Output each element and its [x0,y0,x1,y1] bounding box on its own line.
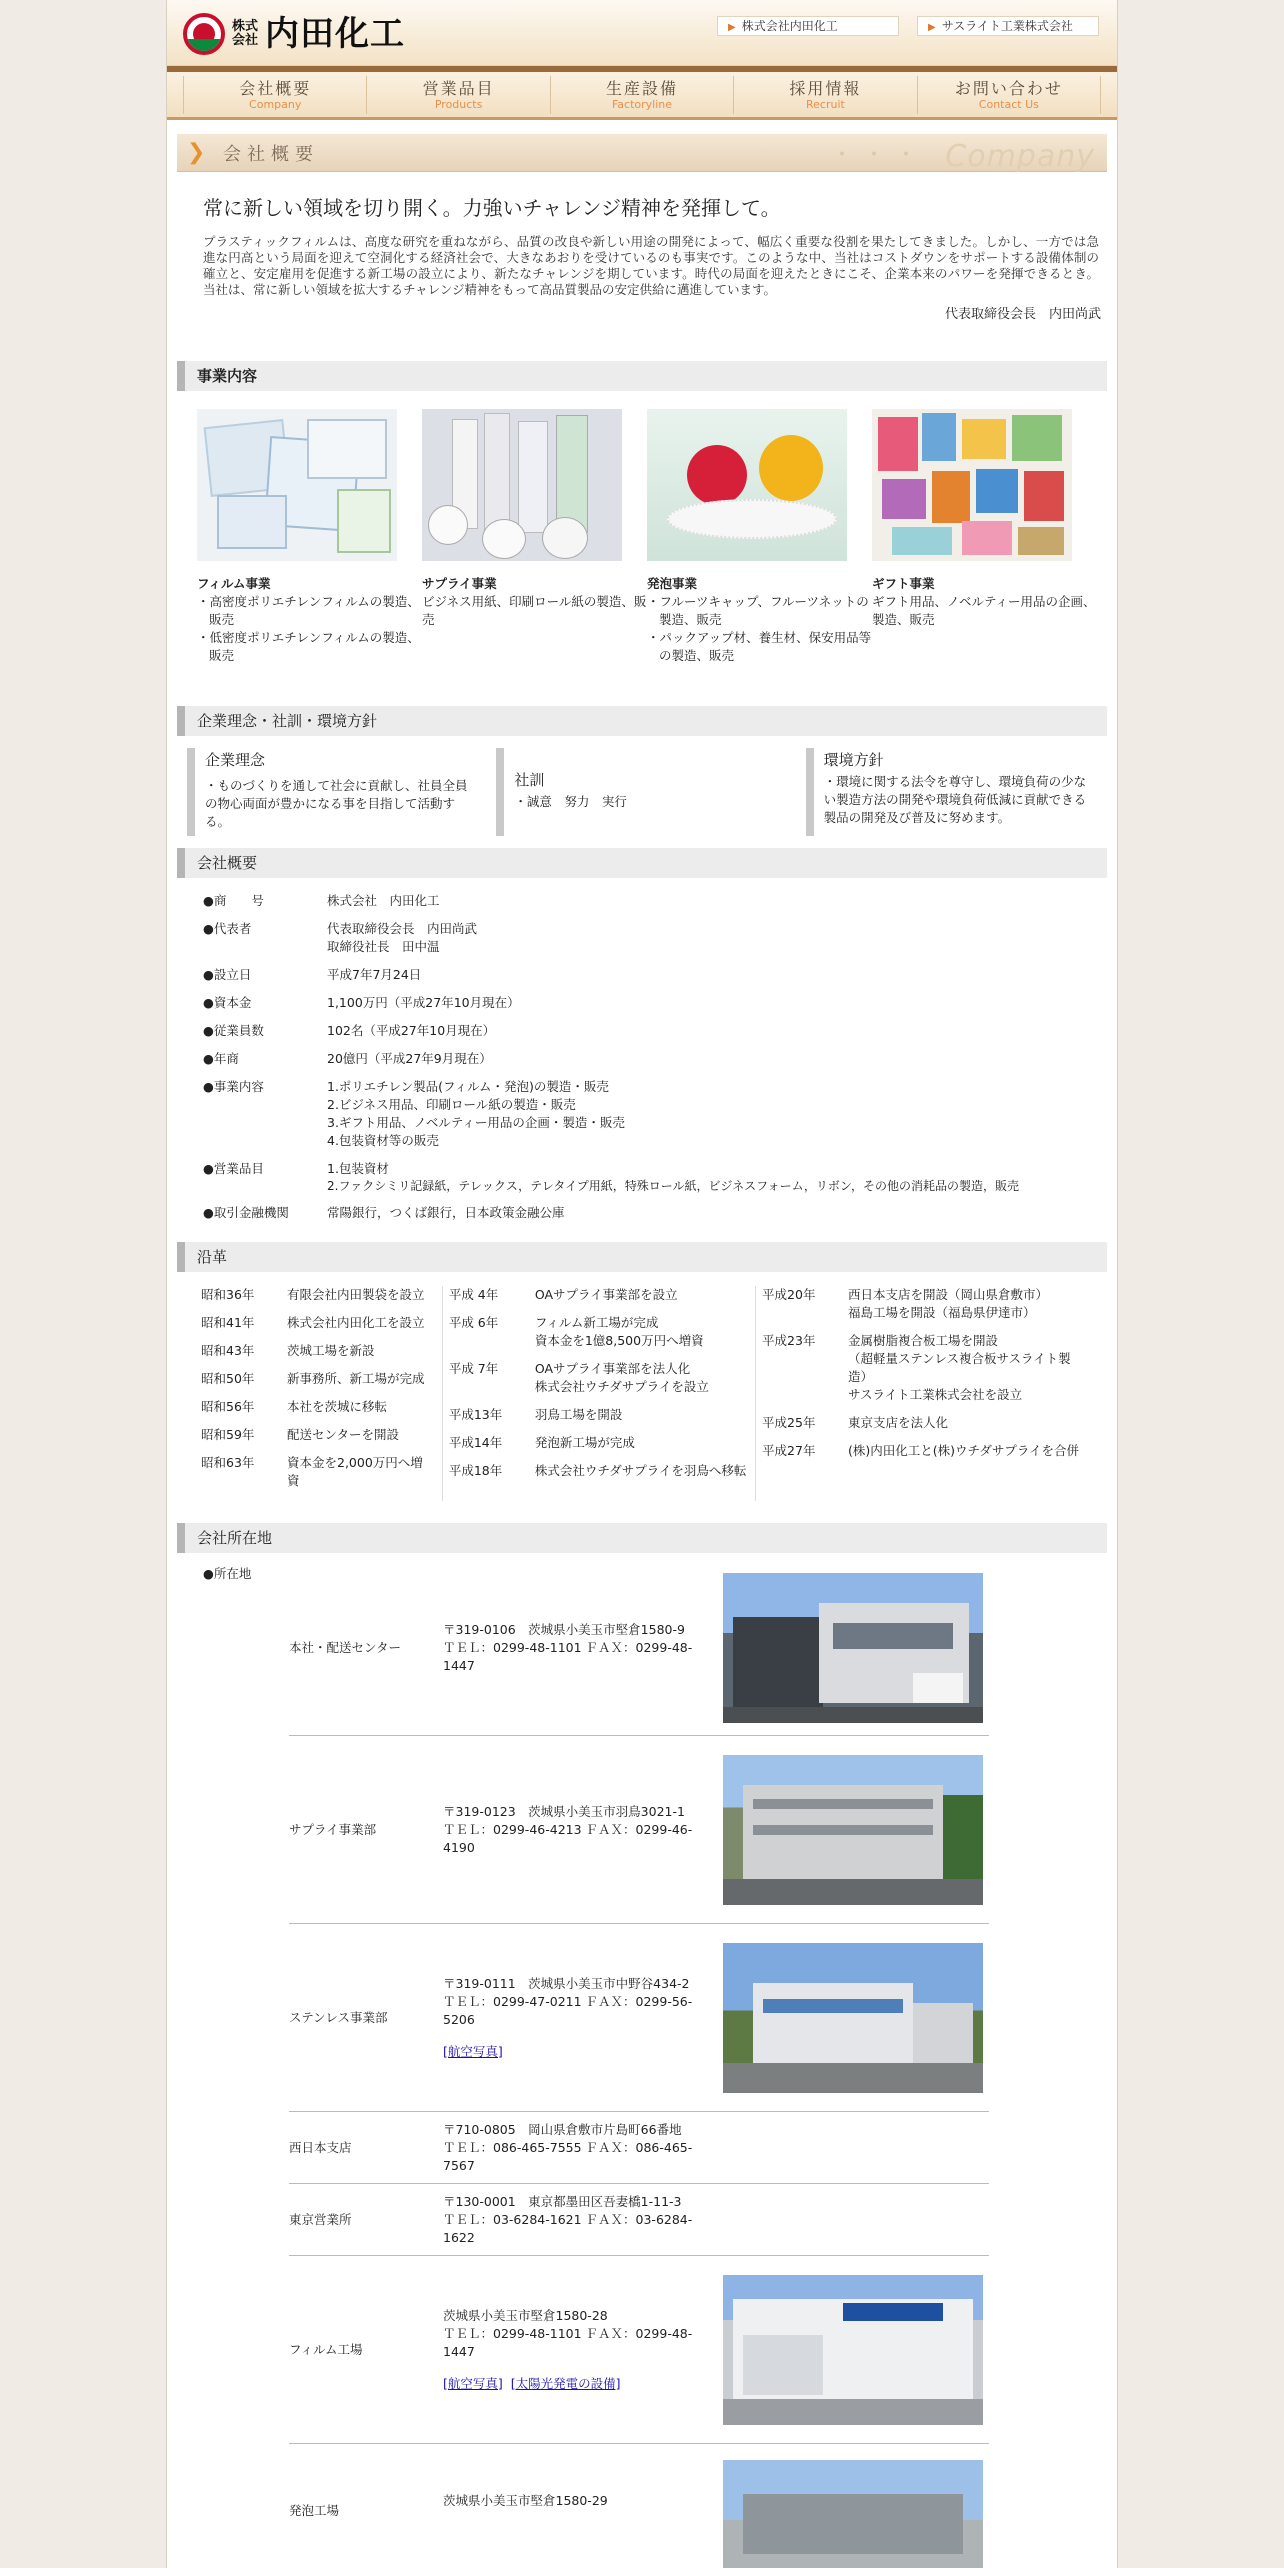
business-line: ・フルーツキャップ、フルーツネットの製造、販売 [647,593,869,627]
location-name: ステンレス事業部 [289,2009,388,2025]
history-year: 昭和43年 [201,1342,255,1358]
history-event: フィルム新工場が完成 資本金を1億8,500万円へ増資 [534,1314,704,1348]
philosophy-box [187,748,484,836]
profile-row [203,1078,1097,1160]
history-row [449,1462,747,1480]
business-text [647,593,872,666]
philosophy [167,748,1117,836]
business-line: ・パックアップ材、養生材、保安用品等の製造、販売 [647,630,872,664]
triangle-icon: ▶ [728,22,736,33]
location-stainless [289,1924,989,2112]
section-heading-history [177,1242,1107,1272]
profile-value [327,1204,565,1232]
history-year: 平成 6年 [448,1314,499,1330]
profile-row [203,1160,1097,1204]
company-logo[interactable] [183,10,405,58]
profile-value-line: 102名（平成27年10月現在） [327,1022,496,1038]
history-event: (株)内田化工と(株)ウチダサプライを合併 [848,1443,1080,1459]
profile-value-line: 1,100万円（平成27年10月現在） [327,994,520,1010]
page-title-en: Company [945,139,1095,174]
location-name: フィルム工場 [289,2341,363,2357]
address-line: 茨城県小美玉市堅倉1580-28 [443,2307,608,2323]
history-row [201,1454,434,1490]
address-line: 〒710-0805 岡山県倉敷市片島町66番地 [443,2121,682,2137]
history-row [449,1406,747,1424]
section-heading-text: 企業理念・社訓・環境方針 [197,711,378,730]
nav-sublabel: Contact Us [978,97,1039,111]
locations [167,1553,1117,2565]
phone-line: ＴＥＬ：03-6284-1621 ＦＡＸ：03-6284-1622 [443,2211,693,2245]
profile-key: ●営業品目 [203,1160,264,1176]
section-heading-profile [177,848,1107,878]
supply-rolls-photo [422,409,622,561]
history-row [201,1286,434,1304]
business-title: フィルム事業 [197,575,271,591]
address-line: 〒319-0106 茨城県小美玉市堅倉1580-9 [443,1621,685,1637]
film-products-photo [197,409,397,561]
stainless-building-photo [723,1943,983,2093]
history-column [443,1286,756,1501]
business-line: ・低密度ポリエチレンフィルムの製造、販売 [197,630,420,664]
header-link-label: サスライト工業株式会社 [941,19,1073,33]
section-heading-text: 事業内容 [197,366,258,385]
profile-value [327,1160,1019,1204]
profile-row [203,892,1097,920]
business-text [422,593,647,630]
history-row [201,1426,434,1444]
intro-signer: 代表取締役会長 内田尚武 [944,307,1101,323]
phone-line: ＴＥＬ：0299-47-0211 ＦＡＸ：0299-56-5206 [443,1993,693,2027]
profile-value [327,994,520,1022]
profile-value [327,966,421,994]
section-heading-business [177,361,1107,391]
nav-factoryline[interactable] [550,76,733,114]
header-link-label: 株式会社内田化工 [741,19,838,33]
nav-sublabel: Recruit [806,97,845,111]
history-event: 金属樹脂複合板工場を開設 （超軽量ステンレス複合板サスライト製造） サスライト工業株式会社を設立 [848,1332,1071,1403]
history-row [449,1360,747,1396]
section-heading-philosophy [177,706,1107,736]
business-foam [647,409,872,666]
history-event: 株式会社ウチダサプライを羽鳥へ移転 [534,1463,747,1479]
history-event: 羽鳥工場を開設 [534,1407,623,1423]
business-line: ギフト用品、ノベルティー用品の企画、製造、販売 [872,593,1096,627]
nav-sublabel: Factoryline [611,97,673,111]
profile-value-line: 取締役社長 田中温 [327,938,440,954]
main-nav [167,72,1117,120]
intro-catchphrase: 常に新しい領域を切り開く。力強いチャレンジ精神を発揮して。 [203,196,781,220]
location-address [443,2193,723,2247]
history-year: 平成13年 [448,1407,503,1423]
profile-row [203,966,1097,994]
phone-line: ＴＥＬ：086-465-7555 ＦＡＸ：086-465-7567 [443,2139,693,2173]
history-year: 平成27年 [762,1443,816,1459]
location-address [443,1803,723,1857]
location-headquarters [289,1560,989,1736]
phone-line: ＴＥＬ：0299-48-1101 ＦＡＸ：0299-48-1447 [443,2325,693,2359]
gift-items-photo [872,409,1072,561]
nav-label: 営業品目 [422,78,495,98]
history-row [201,1314,434,1332]
business-line: ビジネス用紙、印刷ロール紙の製造、販売 [422,593,647,627]
history-year: 平成 4年 [448,1286,499,1302]
history-column [756,1286,1097,1501]
history-event: 茨城工場を新設 [287,1342,375,1358]
profile-key: ●取引金融機関 [203,1204,289,1220]
history [167,1272,1117,1501]
phone-line: ＴＥＬ：0299-46-4213 ＦＡＸ：0299-46-4190 [443,1821,693,1855]
history-event: OAサプライ事業部を設立 [534,1286,678,1302]
profile-value [327,1022,495,1050]
philosophy-title: 環境方針 [823,750,884,769]
history-row [201,1370,434,1388]
nav-company[interactable] [183,76,366,114]
history-year: 平成23年 [762,1332,816,1348]
location-address [443,2492,723,2510]
history-event: 東京支店を法人化 [848,1415,949,1431]
section-heading-text: 沿革 [197,1247,228,1266]
headquarters-photo [723,1573,983,1723]
profile-value [327,920,477,966]
history-row [762,1414,1089,1432]
history-year: 昭和56年 [201,1399,255,1415]
profile-value-line: 4.包装資材等の販売 [327,1133,439,1149]
history-row [201,1342,434,1360]
history-year: 昭和50年 [201,1370,255,1386]
profile-key: ●代表者 [203,920,252,936]
locations-label: ●所在地 [203,1565,252,1581]
history-row [201,1398,434,1416]
profile-value-line: 株式会社 内田化工 [327,892,440,908]
phone-line: ＴＥＬ：0299-48-1101 ＦＡＸ：0299-48-1447 [443,1639,693,1673]
foam-plant-photo [723,2460,983,2568]
business-supply [422,409,647,666]
profile-value-line: 1.ポリエチレン製品(フィルム・発泡)の製造・販売 [327,1078,609,1094]
triangle-icon: ▶ [928,22,936,33]
intro-body: プラスティックフィルムは、高度な研究を重ねながら、品質の改良や新しい用途の開発によって、幅広く重要な役割を果たしてきました。しかし、一方では急進な円高という局面を迎えて空洞化する経済社会で、大きなあおりを受けているのも事実です。このような中、当社はコストダウンをサポートする設備体制の確立と、安定雇用を促進する新工場の設立により、新たなチャレンジを期しています。時代の局面を迎えたときにこそ、企業本来のパワーを発揮できるとき。当社は、常に新しい領域を拡大するチャレンジ精神をもって高品質製品の安定供給に邁進しています。 [203,234,1099,298]
header [167,0,1117,66]
profile-key: ●設立日 [203,966,252,982]
profile-row [203,1022,1097,1050]
nav-label: 会社概要 [239,78,312,98]
location-name: 発泡工場 [289,2503,340,2519]
logo-small-text: 株式 会社 [231,19,258,49]
business-text [872,593,1097,630]
section-heading-locations [177,1523,1107,1553]
profile-key: ●従業員数 [203,1022,264,1038]
profile-key: ●商 号 [203,892,264,908]
history-row [449,1434,747,1452]
history-year: 平成14年 [448,1435,503,1451]
philosophy-title: 社訓 [514,770,545,789]
profile-value-line: 代表取締役会長 内田尚武 [327,920,478,936]
location-address [443,1975,723,2062]
history-column [201,1286,443,1501]
history-row [449,1286,747,1304]
business-title: サプライ事業 [422,575,497,591]
location-film-plant [289,2256,989,2444]
location-supply [289,1736,989,1924]
profile-value-line: 3.ギフト用品、ノベルティー用品の企画・製造・販売 [327,1115,625,1131]
philosophy-text: ・誠意 努力 実行 [514,793,627,809]
history-event: 資本金を2,000万円へ増資 [287,1455,423,1489]
aerial-photo-link[interactable]: [航空写真] [443,2375,503,2391]
profile-row [203,994,1097,1022]
nav-sublabel: Products [434,97,483,111]
profile-value [327,892,440,920]
nav-products[interactable] [366,76,549,114]
history-year: 平成 7年 [448,1360,499,1376]
history-event: 西日本支店を開設（岡山県倉敷市） 福島工場を開設（福島県伊達市） [848,1286,1049,1320]
nav-contact[interactable] [917,76,1101,114]
page-title-bar [177,134,1107,172]
solar-facility-link[interactable]: [太陽光発電の設備] [510,2375,621,2391]
location-address [443,2121,723,2175]
nav-label: 採用情報 [789,78,862,98]
profile-key: ●資本金 [203,994,252,1010]
profile-value-line: 20億円（平成27年9月現在） [327,1050,492,1066]
history-event: 発泡新工場が完成 [534,1435,635,1451]
title-dots: ・・・ [830,143,927,168]
fruit-cap-photo [647,409,847,561]
address-line: 茨城県小美玉市堅倉1580-29 [443,2493,608,2509]
history-row [762,1442,1089,1460]
history-row [762,1286,1089,1322]
profile-value [327,1078,625,1160]
profile-value-line: 常陽銀行，つくば銀行，日本政策金融公庫 [327,1204,565,1220]
profile-row [203,1204,1097,1232]
history-event: 有限会社内田製袋を設立 [287,1286,425,1302]
logo-name: 内田化工 [265,14,405,54]
header-link-uchida[interactable] [717,16,899,36]
location-name: サプライ事業部 [289,1821,377,1837]
nav-sublabel: Company [249,97,302,111]
logo-mark-icon [183,13,225,55]
section-heading-text: 会社概要 [197,853,258,872]
history-event: 本社を茨城に移転 [287,1399,388,1415]
profile-row [203,1050,1097,1078]
nav-recruit[interactable] [733,76,916,114]
address-line: 〒319-0111 茨城県小美玉市中野谷434-2 [443,1975,690,1991]
business-title: ギフト事業 [872,575,935,591]
location-west-japan [289,2112,989,2184]
history-year: 平成25年 [762,1415,816,1431]
address-line: 〒319-0123 茨城県小美玉市羽鳥3021-1 [443,1803,685,1819]
supply-building-photo [723,1755,983,1905]
location-address [443,2307,723,2394]
history-row [762,1332,1089,1405]
philosophy-text: ・環境に関する法令を尊守し、環境負荷の少ない製造方法の開発や環境負荷低減に貢献できる製品の開発及び普及に努めます。 [823,773,1087,826]
address-line: 〒130-0001 東京都墨田区吾妻橋1-11-3 [443,2193,682,2209]
business-title: 発泡事業 [647,575,698,591]
business-line: ・高密度ポリエチレンフィルムの製造、販売 [197,593,420,627]
business-text [197,593,422,666]
profile-value-line: 平成7年7月24日 [327,966,422,982]
film-plant-photo [723,2275,983,2425]
history-year: 平成20年 [762,1286,816,1302]
business-gift [872,409,1097,666]
philosophy-title: 企業理念 [205,750,266,769]
location-name: 本社・配送センター [289,1639,402,1655]
history-year: 平成18年 [448,1463,503,1479]
intro [167,172,1117,325]
profile-key: ●年商 [203,1050,239,1066]
profile-value-line: 1.包装資材 [327,1160,389,1176]
history-year: 昭和41年 [201,1314,255,1330]
location-foam-plant [289,2444,989,2564]
location-tokyo [289,2184,989,2256]
profile-value-line: 2.ファクシミリ記録紙，テレックス，テレタイプ用紙，特殊ロール紙，ビジネスフォーム，リボン，その他の消耗品の製造，販売 [327,1178,1019,1193]
aerial-photo-link[interactable]: [航空写真] [443,2043,503,2059]
location-address [443,1621,723,1675]
history-event: OAサプライ事業部を法人化 株式会社ウチダサプライを設立 [534,1360,709,1395]
environment-box [806,748,1103,836]
motto-box [496,748,793,836]
history-event: 新事務所、新工場が完成 [287,1370,425,1386]
history-year: 昭和63年 [201,1455,255,1471]
profile-row [203,920,1097,966]
page-title: 会社概要 [223,144,319,165]
business-list [167,391,1117,666]
nav-label: お問い合わせ [954,78,1063,98]
history-event: 配送センターを開設 [287,1427,400,1443]
chevron-right-icon: ❯ [187,140,206,165]
company-profile [167,878,1117,1232]
history-event: 株式会社内田化工を設立 [287,1314,425,1330]
philosophy-text: ・ものづくりを通して社会に貢献し、社員全員の物心両面が豊かになる事を目指して活動する。 [205,777,468,830]
location-name: 西日本支店 [289,2139,352,2155]
profile-value-line: 2.ビジネス用品、印刷ロール紙の製造・販売 [327,1096,576,1112]
profile-value [327,1050,492,1078]
section-heading-text: 会社所在地 [197,1528,273,1547]
history-row [449,1314,747,1350]
header-link-suslite[interactable] [917,16,1099,36]
history-year: 昭和36年 [201,1286,255,1302]
page [166,0,1118,2568]
history-year: 昭和59年 [201,1427,255,1443]
location-name: 東京営業所 [289,2211,352,2227]
nav-label: 生産設備 [606,78,679,98]
business-film [197,409,422,666]
profile-key: ●事業内容 [203,1078,264,1094]
